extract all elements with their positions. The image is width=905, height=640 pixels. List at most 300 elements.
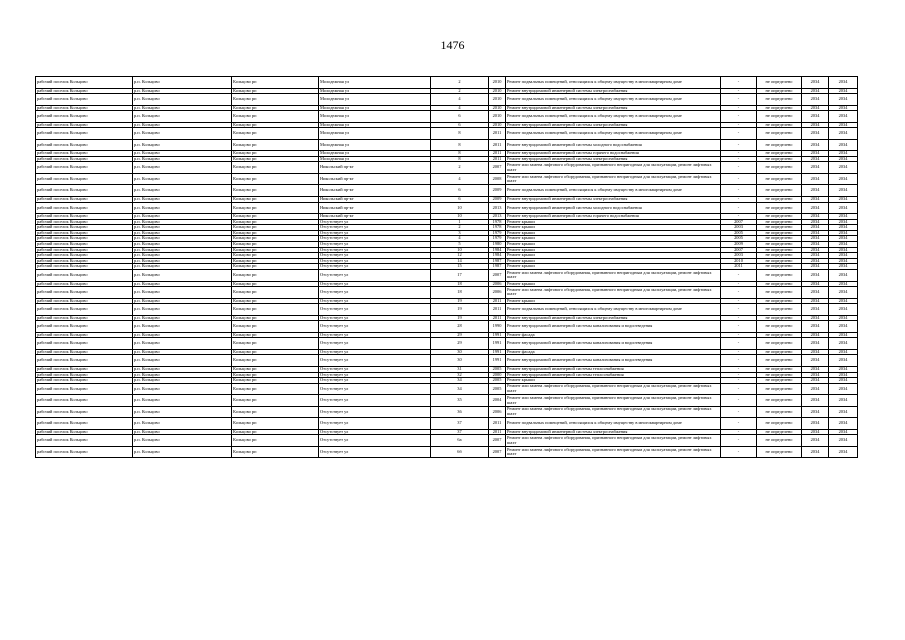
locality-cell: р.п. Кольцово (133, 230, 232, 236)
year-cell: 2010 (489, 77, 506, 89)
settlement-cell: рабочий поселок Кольцово (36, 139, 133, 151)
year-cell: 1979 (489, 230, 506, 236)
street-cell: Молодежная ул (319, 139, 431, 151)
cost-cell: - (721, 378, 757, 384)
end-year-cell: 2034 (829, 258, 858, 264)
locality-cell: р.п. Кольцово (133, 366, 232, 372)
end-year-cell: 2034 (829, 214, 858, 220)
end-year-cell: 2034 (829, 230, 858, 236)
settlement-cell: рабочий поселок Кольцово (36, 230, 133, 236)
year-cell: 2011 (489, 156, 506, 162)
table-row (36, 321, 858, 333)
street-cell: Отсутствует ул (319, 321, 431, 333)
year-cell: 2011 (489, 418, 506, 430)
year-cell: 2005 (489, 383, 506, 395)
plan-year-cell: 2034 (802, 298, 829, 304)
locality-cell: р.п. Кольцово (133, 151, 232, 157)
house-cell: 8 (431, 151, 489, 157)
locality-cell: р.п. Кольцово (133, 372, 232, 378)
street-cell: Отсутствует ул (319, 258, 431, 264)
end-year-cell: 2034 (829, 77, 858, 89)
locality-cell: р.п. Кольцово (133, 202, 232, 214)
locality-cell: р.п. Кольцово (133, 264, 232, 270)
cost-cell: - (721, 298, 757, 304)
house-cell: 29 (431, 332, 489, 338)
settlement-cell: рабочий поселок Кольцово (36, 281, 133, 287)
settlement-cell: рабочий поселок Кольцово (36, 88, 133, 94)
status-cell: не определено (757, 435, 802, 447)
work-cell: Ремонт подвальных помещений, относящихся к общему имуществу в многоквартирном доме (506, 185, 721, 197)
municipality-cell: Кольцово рп (232, 406, 319, 418)
table-row (36, 139, 858, 151)
table-row (36, 185, 858, 197)
end-year-cell: 2034 (829, 270, 858, 282)
year-cell: 2011 (489, 429, 506, 435)
street-cell: Отсутствует ул (319, 338, 431, 350)
plan-year-cell: 2034 (802, 225, 829, 231)
work-cell: Ремонт подвальных помещений, относящихся к общему имуществу в многоквартирном доме (506, 304, 721, 316)
end-year-cell: 2034 (829, 349, 858, 355)
plan-year-cell: 2034 (802, 281, 829, 287)
year-cell: 2004 (489, 395, 506, 407)
end-year-cell: 2034 (829, 446, 858, 458)
house-cell: 2 (431, 225, 489, 231)
status-cell: не определено (757, 236, 802, 242)
locality-cell: р.п. Кольцово (133, 406, 232, 418)
street-cell: Отсутствует ул (319, 446, 431, 458)
plan-year-cell: 2034 (802, 185, 829, 197)
end-year-cell: 2034 (829, 406, 858, 418)
street-cell: Отсутствует ул (319, 304, 431, 316)
status-cell: не определено (757, 338, 802, 350)
house-cell: 31 (431, 366, 489, 372)
street-cell: Молодежная ул (319, 111, 431, 123)
locality-cell: р.п. Кольцово (133, 258, 232, 264)
end-year-cell: 2034 (829, 156, 858, 162)
plan-year-cell: 2034 (802, 315, 829, 321)
year-cell: 2006 (489, 281, 506, 287)
year-cell: 1984 (489, 247, 506, 253)
plan-year-cell: 2034 (802, 332, 829, 338)
locality-cell: р.п. Кольцово (133, 236, 232, 242)
municipality-cell: Кольцово рп (232, 349, 319, 355)
locality-cell: р.п. Кольцово (133, 321, 232, 333)
municipality-cell: Кольцово рп (232, 429, 319, 435)
municipality-cell: Кольцово рп (232, 395, 319, 407)
municipality-cell: Кольцово рп (232, 281, 319, 287)
status-cell: не определено (757, 429, 802, 435)
status-cell: не определено (757, 287, 802, 299)
locality-cell: р.п. Кольцово (133, 214, 232, 220)
cost-cell: - (721, 315, 757, 321)
table-row (36, 77, 858, 89)
settlement-cell: рабочий поселок Кольцово (36, 225, 133, 231)
cost-cell: 2011 (721, 264, 757, 270)
end-year-cell: 2034 (829, 196, 858, 202)
end-year-cell: 2034 (829, 88, 858, 94)
work-cell: Ремонт фасада (506, 349, 721, 355)
municipality-cell: Кольцово рп (232, 378, 319, 384)
house-cell: 19 (431, 315, 489, 321)
cost-cell: - (721, 355, 757, 367)
end-year-cell: 2034 (829, 139, 858, 151)
work-cell: Ремонт крыши (506, 247, 721, 253)
year-cell: 2000 (489, 372, 506, 378)
settlement-cell: рабочий поселок Кольцово (36, 151, 133, 157)
street-cell: Никольский пр-кт (319, 185, 431, 197)
locality-cell: р.п. Кольцово (133, 383, 232, 395)
table-row (36, 338, 858, 350)
settlement-cell: рабочий поселок Кольцово (36, 94, 133, 106)
work-cell: Ремонт крыши (506, 219, 721, 225)
street-cell: Молодежная ул (319, 156, 431, 162)
municipality-cell: Кольцово рп (232, 315, 319, 321)
street-cell: Молодежная ул (319, 151, 431, 157)
plan-year-cell: 2034 (802, 219, 829, 225)
settlement-cell: рабочий поселок Кольцово (36, 202, 133, 214)
street-cell: Отсутствует ул (319, 242, 431, 248)
cost-cell: - (721, 349, 757, 355)
settlement-cell: рабочий поселок Кольцово (36, 395, 133, 407)
year-cell: 2013 (489, 202, 506, 214)
work-cell: Ремонт крыши (506, 378, 721, 384)
municipality-cell: Кольцово рп (232, 219, 319, 225)
status-cell: не определено (757, 332, 802, 338)
settlement-cell: рабочий поселок Кольцово (36, 77, 133, 89)
status-cell: не определено (757, 349, 802, 355)
repair-schedule-table (35, 76, 858, 458)
house-cell: 2 (431, 162, 489, 174)
work-cell: Ремонт или замена лифтового оборудования, признанного непригодным для эксплуатации, ремонт лифтовых шахт (506, 383, 721, 395)
year-cell: 1991 (489, 338, 506, 350)
work-cell: Ремонт внутридомовой инженерной системы электроснабжения (506, 196, 721, 202)
plan-year-cell: 2034 (802, 122, 829, 128)
work-cell: Ремонт внутридомовой инженерной системы электроснабжения (506, 429, 721, 435)
settlement-cell: рабочий поселок Кольцово (36, 406, 133, 418)
work-cell: Ремонт внутридомовой инженерной системы канализования и водоотведения (506, 321, 721, 333)
locality-cell: р.п. Кольцово (133, 349, 232, 355)
end-year-cell: 2034 (829, 332, 858, 338)
settlement-cell: рабочий поселок Кольцово (36, 435, 133, 447)
settlement-cell: рабочий поселок Кольцово (36, 446, 133, 458)
municipality-cell: Кольцово рп (232, 338, 319, 350)
year-cell: 1990 (489, 321, 506, 333)
cost-cell: - (721, 173, 757, 185)
cost-cell: - (721, 287, 757, 299)
cost-cell: - (721, 304, 757, 316)
municipality-cell: Кольцово рп (232, 94, 319, 106)
street-cell: Молодежная ул (319, 94, 431, 106)
house-cell: 36 (431, 406, 489, 418)
table-row (36, 418, 858, 430)
street-cell: Никольский пр-кт (319, 196, 431, 202)
locality-cell: р.п. Кольцово (133, 105, 232, 111)
work-cell: Ремонт внутридомовой инженерной системы электроснабжения (506, 122, 721, 128)
status-cell: не определено (757, 94, 802, 106)
page-number: 1476 (440, 38, 465, 52)
end-year-cell: 2034 (829, 321, 858, 333)
work-cell: Ремонт или замена лифтового оборудования, признанного непригодным для эксплуатации, ремонт лифтовых шахт (506, 287, 721, 299)
settlement-cell: рабочий поселок Кольцово (36, 196, 133, 202)
end-year-cell: 2034 (829, 162, 858, 174)
end-year-cell: 2034 (829, 253, 858, 259)
house-cell: 10 (431, 214, 489, 220)
house-cell: 4 (431, 173, 489, 185)
plan-year-cell: 2034 (802, 406, 829, 418)
house-cell: 5 (431, 242, 489, 248)
settlement-cell: рабочий поселок Кольцово (36, 258, 133, 264)
year-cell: 2010 (489, 122, 506, 128)
settlement-cell: рабочий поселок Кольцово (36, 185, 133, 197)
status-cell: не определено (757, 355, 802, 367)
locality-cell: р.п. Кольцово (133, 446, 232, 458)
street-cell: Молодежная ул (319, 77, 431, 89)
work-cell: Ремонт подвальных помещений, относящихся к общему имуществу в многоквартирном доме (506, 111, 721, 123)
status-cell: не определено (757, 298, 802, 304)
municipality-cell: Кольцово рп (232, 151, 319, 157)
locality-cell: р.п. Кольцово (133, 378, 232, 384)
cost-cell: 2003 (721, 253, 757, 259)
table-body (36, 77, 858, 458)
street-cell: Отсутствует ул (319, 383, 431, 395)
status-cell: не определено (757, 372, 802, 378)
cost-cell: - (721, 122, 757, 128)
municipality-cell: Кольцово рп (232, 287, 319, 299)
work-cell: Ремонт крыши (506, 225, 721, 231)
status-cell: не определено (757, 406, 802, 418)
settlement-cell: рабочий поселок Кольцово (36, 304, 133, 316)
year-cell: 2010 (489, 105, 506, 111)
plan-year-cell: 2034 (802, 242, 829, 248)
street-cell: Отсутствует ул (319, 264, 431, 270)
cost-cell: - (721, 88, 757, 94)
plan-year-cell: 2034 (802, 173, 829, 185)
house-cell: 3 (431, 230, 489, 236)
end-year-cell: 2034 (829, 122, 858, 128)
house-cell: 37 (431, 418, 489, 430)
house-cell: 28 (431, 321, 489, 333)
house-cell: 19 (431, 304, 489, 316)
year-cell: 1980 (489, 242, 506, 248)
settlement-cell: рабочий поселок Кольцово (36, 219, 133, 225)
settlement-cell: рабочий поселок Кольцово (36, 429, 133, 435)
locality-cell: р.п. Кольцово (133, 355, 232, 367)
settlement-cell: рабочий поселок Кольцово (36, 338, 133, 350)
street-cell: Отсутствует ул (319, 378, 431, 384)
status-cell: не определено (757, 242, 802, 248)
cost-cell: - (721, 128, 757, 140)
year-cell: 2006 (489, 406, 506, 418)
municipality-cell: Кольцово рп (232, 105, 319, 111)
year-cell: 1991 (489, 332, 506, 338)
status-cell: не определено (757, 156, 802, 162)
settlement-cell: рабочий поселок Кольцово (36, 162, 133, 174)
end-year-cell: 2034 (829, 435, 858, 447)
street-cell: Отсутствует ул (319, 270, 431, 282)
cost-cell: - (721, 151, 757, 157)
house-cell: 14 (431, 258, 489, 264)
year-cell: 2011 (489, 128, 506, 140)
end-year-cell: 2034 (829, 264, 858, 270)
settlement-cell: рабочий поселок Кольцово (36, 105, 133, 111)
settlement-cell: рабочий поселок Кольцово (36, 332, 133, 338)
house-cell: 6 (431, 111, 489, 123)
house-cell: 4 (431, 236, 489, 242)
work-cell: Ремонт крыши (506, 253, 721, 259)
street-cell: Отсутствует ул (319, 366, 431, 372)
work-cell: Ремонт внутридомовой инженерной системы теплоснабжения (506, 372, 721, 378)
cost-cell: - (721, 214, 757, 220)
work-cell: Ремонт крыши (506, 281, 721, 287)
cost-cell: - (721, 395, 757, 407)
year-cell: 2007 (489, 435, 506, 447)
work-cell: Ремонт внутридомовой инженерной системы канализования и водоотведения (506, 338, 721, 350)
end-year-cell: 2034 (829, 242, 858, 248)
end-year-cell: 2034 (829, 111, 858, 123)
end-year-cell: 2034 (829, 247, 858, 253)
street-cell: Отсутствует ул (319, 247, 431, 253)
status-cell: не определено (757, 258, 802, 264)
settlement-cell: рабочий поселок Кольцово (36, 418, 133, 430)
locality-cell: р.п. Кольцово (133, 332, 232, 338)
municipality-cell: Кольцово рп (232, 162, 319, 174)
plan-year-cell: 2034 (802, 366, 829, 372)
cost-cell: 2009 (721, 242, 757, 248)
house-cell: 32 (431, 372, 489, 378)
table-row (36, 270, 858, 282)
year-cell: 2010 (489, 94, 506, 106)
street-cell: Молодежная ул (319, 105, 431, 111)
status-cell: не определено (757, 219, 802, 225)
work-cell: Ремонт внутридомовой инженерной системы горячего водоснабжения (506, 214, 721, 220)
plan-year-cell: 2034 (802, 139, 829, 151)
house-cell: 8 (431, 128, 489, 140)
plan-year-cell: 2034 (802, 128, 829, 140)
municipality-cell: Кольцово рп (232, 77, 319, 89)
municipality-cell: Кольцово рп (232, 225, 319, 231)
plan-year-cell: 2034 (802, 88, 829, 94)
work-cell: Ремонт крыши (506, 264, 721, 270)
street-cell: Отсутствует ул (319, 315, 431, 321)
status-cell: не определено (757, 270, 802, 282)
plan-year-cell: 2034 (802, 378, 829, 384)
status-cell: не определено (757, 196, 802, 202)
work-cell: Ремонт внутридомовой инженерной системы канализования и водоотведения (506, 355, 721, 367)
work-cell: Ремонт крыши (506, 236, 721, 242)
street-cell: Никольский пр-кт (319, 173, 431, 185)
locality-cell: р.п. Кольцово (133, 247, 232, 253)
plan-year-cell: 2034 (802, 94, 829, 106)
cost-cell: - (721, 105, 757, 111)
year-cell: 2010 (489, 111, 506, 123)
house-cell: 8 (431, 156, 489, 162)
status-cell: не определено (757, 264, 802, 270)
settlement-cell: рабочий поселок Кольцово (36, 383, 133, 395)
end-year-cell: 2034 (829, 281, 858, 287)
house-cell: 15 (431, 264, 489, 270)
year-cell: 2010 (489, 88, 506, 94)
status-cell: не определено (757, 88, 802, 94)
plan-year-cell: 2034 (802, 321, 829, 333)
house-cell: 8 (431, 139, 489, 151)
locality-cell: р.п. Кольцово (133, 196, 232, 202)
municipality-cell: Кольцово рп (232, 173, 319, 185)
year-cell: 2007 (489, 446, 506, 458)
street-cell: Отсутствует ул (319, 225, 431, 231)
work-cell: Ремонт подвальных помещений, относящихся к общему имуществу в многоквартирном доме (506, 94, 721, 106)
locality-cell: р.п. Кольцово (133, 298, 232, 304)
status-cell: не определено (757, 395, 802, 407)
settlement-cell: рабочий поселок Кольцово (36, 349, 133, 355)
settlement-cell: рабочий поселок Кольцово (36, 355, 133, 367)
street-cell: Молодежная ул (319, 128, 431, 140)
status-cell: не определено (757, 185, 802, 197)
locality-cell: р.п. Кольцово (133, 122, 232, 128)
work-cell: Ремонт подвальных помещений, относящихся к общему имуществу в многоквартирном доме (506, 128, 721, 140)
end-year-cell: 2034 (829, 383, 858, 395)
status-cell: не определено (757, 304, 802, 316)
cost-cell: - (721, 111, 757, 123)
municipality-cell: Кольцово рп (232, 304, 319, 316)
street-cell: Отсутствует ул (319, 418, 431, 430)
cost-cell: - (721, 139, 757, 151)
cost-cell: - (721, 418, 757, 430)
cost-cell: - (721, 429, 757, 435)
work-cell: Ремонт внутридомовой инженерной системы холодного водоснабжения (506, 202, 721, 214)
work-cell: Ремонт или замена лифтового оборудования, признанного непригодным для эксплуатации, ремонт лифтовых шахт (506, 395, 721, 407)
end-year-cell: 2034 (829, 185, 858, 197)
locality-cell: р.п. Кольцово (133, 429, 232, 435)
plan-year-cell: 2034 (802, 418, 829, 430)
plan-year-cell: 2034 (802, 395, 829, 407)
locality-cell: р.п. Кольцово (133, 315, 232, 321)
street-cell: Отсутствует ул (319, 332, 431, 338)
street-cell: Отсутствует ул (319, 395, 431, 407)
status-cell: не определено (757, 418, 802, 430)
plan-year-cell: 2034 (802, 258, 829, 264)
year-cell: 2011 (489, 139, 506, 151)
settlement-cell: рабочий поселок Кольцово (36, 242, 133, 248)
street-cell: Отсутствует ул (319, 287, 431, 299)
house-cell: 37 (431, 429, 489, 435)
locality-cell: р.п. Кольцово (133, 94, 232, 106)
status-cell: не определено (757, 173, 802, 185)
table-row (36, 383, 858, 395)
plan-year-cell: 2034 (802, 355, 829, 367)
table-row (36, 128, 858, 140)
year-cell: 2008 (489, 173, 506, 185)
settlement-cell: рабочий поселок Кольцово (36, 378, 133, 384)
house-cell: 12 (431, 253, 489, 259)
year-cell: 2007 (489, 162, 506, 174)
locality-cell: р.п. Кольцово (133, 185, 232, 197)
work-cell: Ремонт крыши (506, 298, 721, 304)
plan-year-cell: 2034 (802, 349, 829, 355)
status-cell: не определено (757, 139, 802, 151)
municipality-cell: Кольцово рп (232, 185, 319, 197)
year-cell: 1987 (489, 258, 506, 264)
street-cell: Молодежная ул (319, 88, 431, 94)
house-cell: 6б (431, 446, 489, 458)
municipality-cell: Кольцово рп (232, 242, 319, 248)
municipality-cell: Кольцово рп (232, 202, 319, 214)
status-cell: не определено (757, 253, 802, 259)
end-year-cell: 2034 (829, 378, 858, 384)
house-cell: 19 (431, 298, 489, 304)
settlement-cell: рабочий поселок Кольцово (36, 156, 133, 162)
settlement-cell: рабочий поселок Кольцово (36, 298, 133, 304)
settlement-cell: рабочий поселок Кольцово (36, 287, 133, 299)
